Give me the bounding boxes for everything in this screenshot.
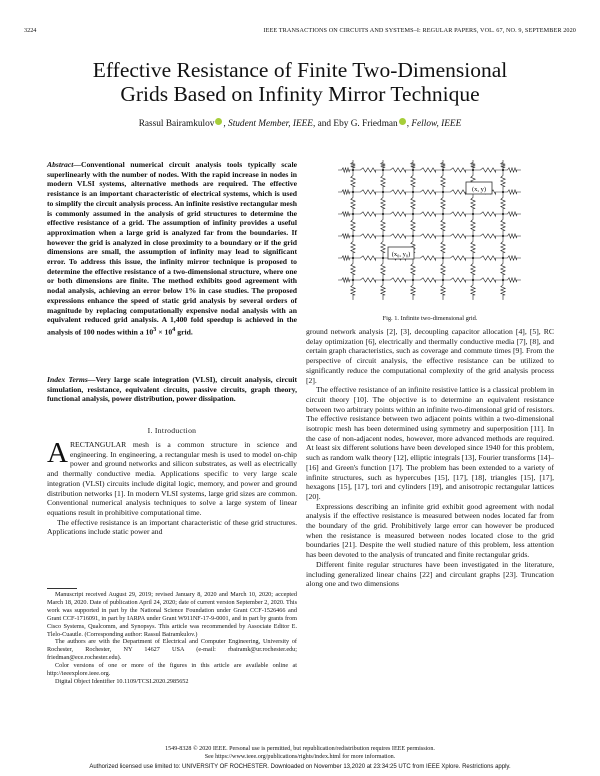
intro-paragraph-1: RECTANGULAR mesh is a common structure in science and engineering. In engineering, a rectangular mesh is used to model on-chip power and ground networks and silicon substrates, as well as electrically and thermally conductive media. Applications specific to very large scale integration (VLSI) circuits include digital logic, memory, and power and ground distribution networks [1]. In modern VLSI systems, large grid sizes are common. Conventional numerical analysis techniques to solve a large system of linear equations result in prohibitive computational time.: [47, 440, 297, 517]
resistor: [411, 170, 415, 192]
author-conjunction: , and: [313, 119, 334, 129]
copyright: [40, 745, 560, 761]
resistor: [338, 190, 353, 194]
grid-node: [352, 191, 354, 193]
resistor: [351, 170, 355, 192]
grid-node: [412, 279, 414, 281]
grid-node: [502, 191, 504, 193]
grid-node: [412, 213, 414, 215]
right-paragraph-2: The effective resistance of an infinite resistive lattice is a classical problem in circuit theory [10]. The objective is to determine an equivalent resistance between two arbitrary points within an infinite two-dimensional grid of resistors. The effective resistance between two adjacent points within a two-dimensional isotropic mesh has been determined using symmetry and superposition [11]. In the case of non-adjacent nodes, however, more advanced methods are required. At least six different solutions have been developed since 1940 for this problem, such as random walk theory [12], elliptic integrals [13], Fourier transforms [14]–[16] and Green's function [17]. The problem has been extended to a variety of infinite structures, such as hypercubes [15], [17], [18], triangles [15], [17], hexagons [15], [17], tori and cylinders [19], and anisotropic rectangular lattices [20].: [306, 385, 554, 501]
resistor: [413, 278, 443, 282]
resistor: [413, 212, 443, 216]
resistor: [443, 212, 473, 216]
resistor: [381, 258, 385, 280]
author-line: Rassul Bairamkulov , Student Member, IEEE, and Eby G. Friedman , Fellow, IEEE: [138, 119, 462, 129]
resistor: [353, 212, 383, 216]
footnote-color: Color versions of one or more of the figures in this article are available online at http://ieeexplore.ieee.org.: [47, 662, 297, 678]
introduction: [47, 437, 297, 537]
resistor: [443, 256, 473, 260]
grid-node: [472, 235, 474, 237]
page-number: 3224: [24, 27, 37, 34]
orcid-icon[interactable]: [399, 118, 406, 125]
resistor: [351, 192, 355, 214]
resistor: [471, 160, 475, 170]
resistor: [503, 212, 521, 216]
grid-node: [352, 257, 354, 259]
resistor: [411, 258, 415, 280]
abstract-text: —Conventional numerical circuit analysis tools typically scale superlinearly with the number of nodes. With the rapid increase in nodes in modern VLSI systems, alternative methods are required. The effective resistance is an important characteristic of electrical systems, which is used to simplify the circuit analysis process. An infinite resistive rectangular mesh is commonly assumed in the analysis of grid structures to determine the effective resistance of a grid. The assumption of infinity provides a useful approximation when a large grid is analyzed far from the boundaries. If however the grid is analyzed in close proximity to a boundary or if the grid dimensions are small, the assumption of infinity may lead to significant error. To address this issue, the infinity mirror technique is proposed to determine the effective resistance of a two-dimensional structure, where one or both dimensions are finite. The method exhibits good agreement with nodal analysis, achieving an error below 1% in case studies. The proposed expressions enhance the speed of static grid analysis by several orders of magnitude by replacing computationally expensive nodal analysis with an equivalent reduced grid analysis. A 1,400 fold speedup is achieved in the analysis of 100 nodes within a 10: [47, 160, 297, 337]
resistor: [473, 278, 503, 282]
right-paragraph-4: Different finite regular structures have been investigated in the literature, including generalized linear chains [22] and circulant graphs [23]. Truncation along one and two dimensions: [306, 559, 554, 589]
grid-node: [502, 235, 504, 237]
right-column-text: [306, 327, 554, 589]
grid-node: [502, 213, 504, 215]
index-terms-text: —Very large scale integration (VLSI), circuit analysis, circuit simulation, resistance, equivalent circuits, passive circuits, graph theory, functional analysis, power distribution, power dissipation.: [47, 375, 297, 404]
resistor: [353, 278, 383, 282]
resistor: [413, 168, 443, 172]
resistor-grid: [338, 160, 521, 300]
grid-node: [382, 279, 384, 281]
resistor: [351, 160, 355, 170]
resistor: [501, 258, 505, 280]
resistor: [503, 278, 521, 282]
resistor: [471, 192, 475, 214]
resistor: [501, 160, 505, 170]
abstract-times: × 10: [156, 327, 173, 337]
grid-node: [472, 169, 474, 171]
grid-node: [412, 191, 414, 193]
grid-node: [382, 191, 384, 193]
resistor: [441, 160, 445, 170]
resistor: [411, 280, 415, 300]
label-x0y0: (x₀, y₀): [391, 251, 411, 258]
title-line-2: Grids Based on Infinity Mirror Technique: [120, 82, 480, 106]
drop-cap: A: [47, 437, 68, 469]
paper-title: [40, 58, 560, 106]
grid-node: [382, 213, 384, 215]
label-xy: (x, y): [471, 186, 487, 193]
resistor: [411, 192, 415, 214]
grid-node: [442, 213, 444, 215]
resistor: [473, 212, 503, 216]
abstract-label: Abstract: [47, 160, 74, 169]
resistor: [381, 236, 385, 258]
resistor: [441, 258, 445, 280]
resistor: [338, 212, 353, 216]
figure-caption: Fig. 1. Infinite two-dimensional grid.: [382, 315, 478, 322]
resistor: [338, 278, 353, 282]
resistor: [471, 236, 475, 258]
index-terms-label: Index Terms: [47, 375, 88, 384]
footnote-rule: [47, 588, 77, 589]
abstract: [47, 160, 297, 337]
grid-node: [352, 279, 354, 281]
grid-node: [412, 169, 414, 171]
resistor: [381, 170, 385, 192]
resistor: [381, 160, 385, 170]
resistor: [501, 236, 505, 258]
resistor: [443, 278, 473, 282]
abstract-sup-1: 3: [153, 325, 157, 333]
grid-node: [382, 235, 384, 237]
right-paragraph-3: Expressions describing an infinite grid exhibit good agreement with nodal analysis if the effective resistance is measured between nodes located far from the boundary of the grid. Prohibitively large error can however be produced when the resistance is measured between nodes located close to the grid boundaries [21]. Despite the well studied nature of this problem, less attention has been devoted to the analysis of truncated and finite rectangular grids.: [306, 501, 554, 560]
resistor: [351, 236, 355, 258]
orcid-icon[interactable]: [215, 118, 222, 125]
resistor: [411, 160, 415, 170]
grid-node: [382, 257, 384, 259]
resistor: [473, 234, 503, 238]
footnote-affiliation: The authors are with the Department of Electrical and Computer Engineering, University of Rochester, Rochester, NY 14627 USA (e-mail: rbairamk@ur.rochester.edu; friedman@ece.rochester.edu).: [47, 638, 297, 662]
resistor: [441, 236, 445, 258]
index-terms: [47, 375, 297, 404]
grid-node: [472, 213, 474, 215]
grid-node: [442, 279, 444, 281]
resistor: [471, 280, 475, 300]
resistor: [353, 234, 383, 238]
resistor: [383, 212, 413, 216]
grid-node: [352, 169, 354, 171]
resistor: [383, 190, 413, 194]
resistor: [351, 258, 355, 280]
resistor: [381, 280, 385, 300]
resistor: [338, 168, 353, 172]
journal-header: IEEE TRANSACTIONS ON CIRCUITS AND SYSTEMS–I: REGULAR PAPERS, VOL. 67, NO. 9, SEPTEMBER 2020: [263, 27, 576, 34]
footnote-doi: Digital Object Identifier 10.1109/TCSI.2020.2985652: [55, 677, 189, 685]
resistor: [503, 190, 521, 194]
resistor: [441, 192, 445, 214]
grid-node: [502, 169, 504, 171]
abstract-end: grid.: [175, 327, 193, 337]
resistor: [501, 170, 505, 192]
grid-node: [352, 213, 354, 215]
resistor: [413, 256, 443, 260]
resistor: [351, 280, 355, 300]
author-1: Rassul Bairamkulov: [138, 119, 215, 129]
grid-node: [382, 169, 384, 171]
resistor: [471, 214, 475, 236]
license-notice: Authorized licensed use limited to: UNIVERSITY OF ROCHESTER. Downloaded on November 13,2020 at 23:34:25 UTC from IEEE Xplore. Restrictions apply.: [89, 764, 511, 770]
abstract-sup-2: 4: [172, 325, 176, 333]
running-header: [24, 27, 576, 37]
section-heading: I. Introduction: [147, 426, 197, 435]
grid-figure: [338, 160, 528, 310]
resistor: [441, 214, 445, 236]
resistor: [501, 192, 505, 214]
resistor: [383, 278, 413, 282]
grid-node: [412, 235, 414, 237]
resistor: [383, 168, 413, 172]
grid-node: [352, 235, 354, 237]
resistor: [338, 234, 353, 238]
grid-node: [502, 279, 504, 281]
grid-node: [442, 257, 444, 259]
resistor: [381, 214, 385, 236]
grid-node: [442, 169, 444, 171]
resistor: [413, 234, 443, 238]
resistor: [473, 256, 503, 260]
grid-node: [442, 235, 444, 237]
footnote-manuscript: Manuscript received August 29, 2019; revised January 8, 2020 and March 10, 2020; accepted March 18, 2020. Date of publication April 24, 2020; date of current version September 2, 2020. This work was supported in part by the National Science Foundation under Grant CCF-1526466 and Grant CCF-1716091, in part by IARPA under Grant W911NF-17-9-0001, and in part by grants from Cisco Systems, Qualcomm, and Synopsys. This article was recommended by Associate Editor E. Tlelo-Cuautle. (Corresponding author: Rassul Bairamkulov.): [47, 591, 297, 638]
grid-node: [472, 257, 474, 259]
author-2: Eby G. Friedman: [333, 119, 398, 129]
grid-node: [502, 257, 504, 259]
resistor: [503, 256, 521, 260]
copyright-line-2: See https://www.ieee.org/publications/rights/index.html for more information.: [204, 754, 396, 760]
resistor: [503, 234, 521, 238]
resistor: [353, 190, 383, 194]
author-1-role: Student Member, IEEE: [228, 119, 313, 129]
resistor: [471, 258, 475, 280]
footnotes: [47, 591, 297, 686]
resistor: [501, 214, 505, 236]
author-2-role: Fellow, IEEE: [411, 119, 462, 129]
intro-paragraph-2: The effective resistance is an important characteristic of these grid structures. Applications include static power and: [47, 517, 297, 537]
resistor: [443, 168, 473, 172]
copyright-line-1: 1549-8328 © 2020 IEEE. Personal use is permitted, but republication/redistribution requires IEEE permission.: [165, 746, 435, 752]
resistor: [441, 280, 445, 300]
title-line-1: Effective Resistance of Finite Two-Dimensional: [92, 58, 508, 82]
resistor: [501, 280, 505, 300]
resistor: [443, 234, 473, 238]
resistor: [353, 168, 383, 172]
resistor: [441, 170, 445, 192]
grid-node: [472, 279, 474, 281]
resistor: [473, 168, 503, 172]
resistor: [411, 214, 415, 236]
right-paragraph-1: ground network analysis [2], [3], decoupling capacitor allocation [4], [5], RC delay optimization [6], electrically and thermally conductive media [7], [8], and certain graph characteristics, such as coverage and commute times [9]. From the perspective of circuit analysis, the effective resistance can be utilized to significantly reduce the computational complexity of the grid analysis process [2].: [306, 327, 554, 385]
resistor: [413, 190, 443, 194]
resistor: [338, 256, 353, 260]
grid-node: [442, 191, 444, 193]
resistor: [351, 214, 355, 236]
resistor: [503, 168, 521, 172]
resistor: [353, 256, 383, 260]
resistor: [381, 192, 385, 214]
resistor: [383, 234, 413, 238]
